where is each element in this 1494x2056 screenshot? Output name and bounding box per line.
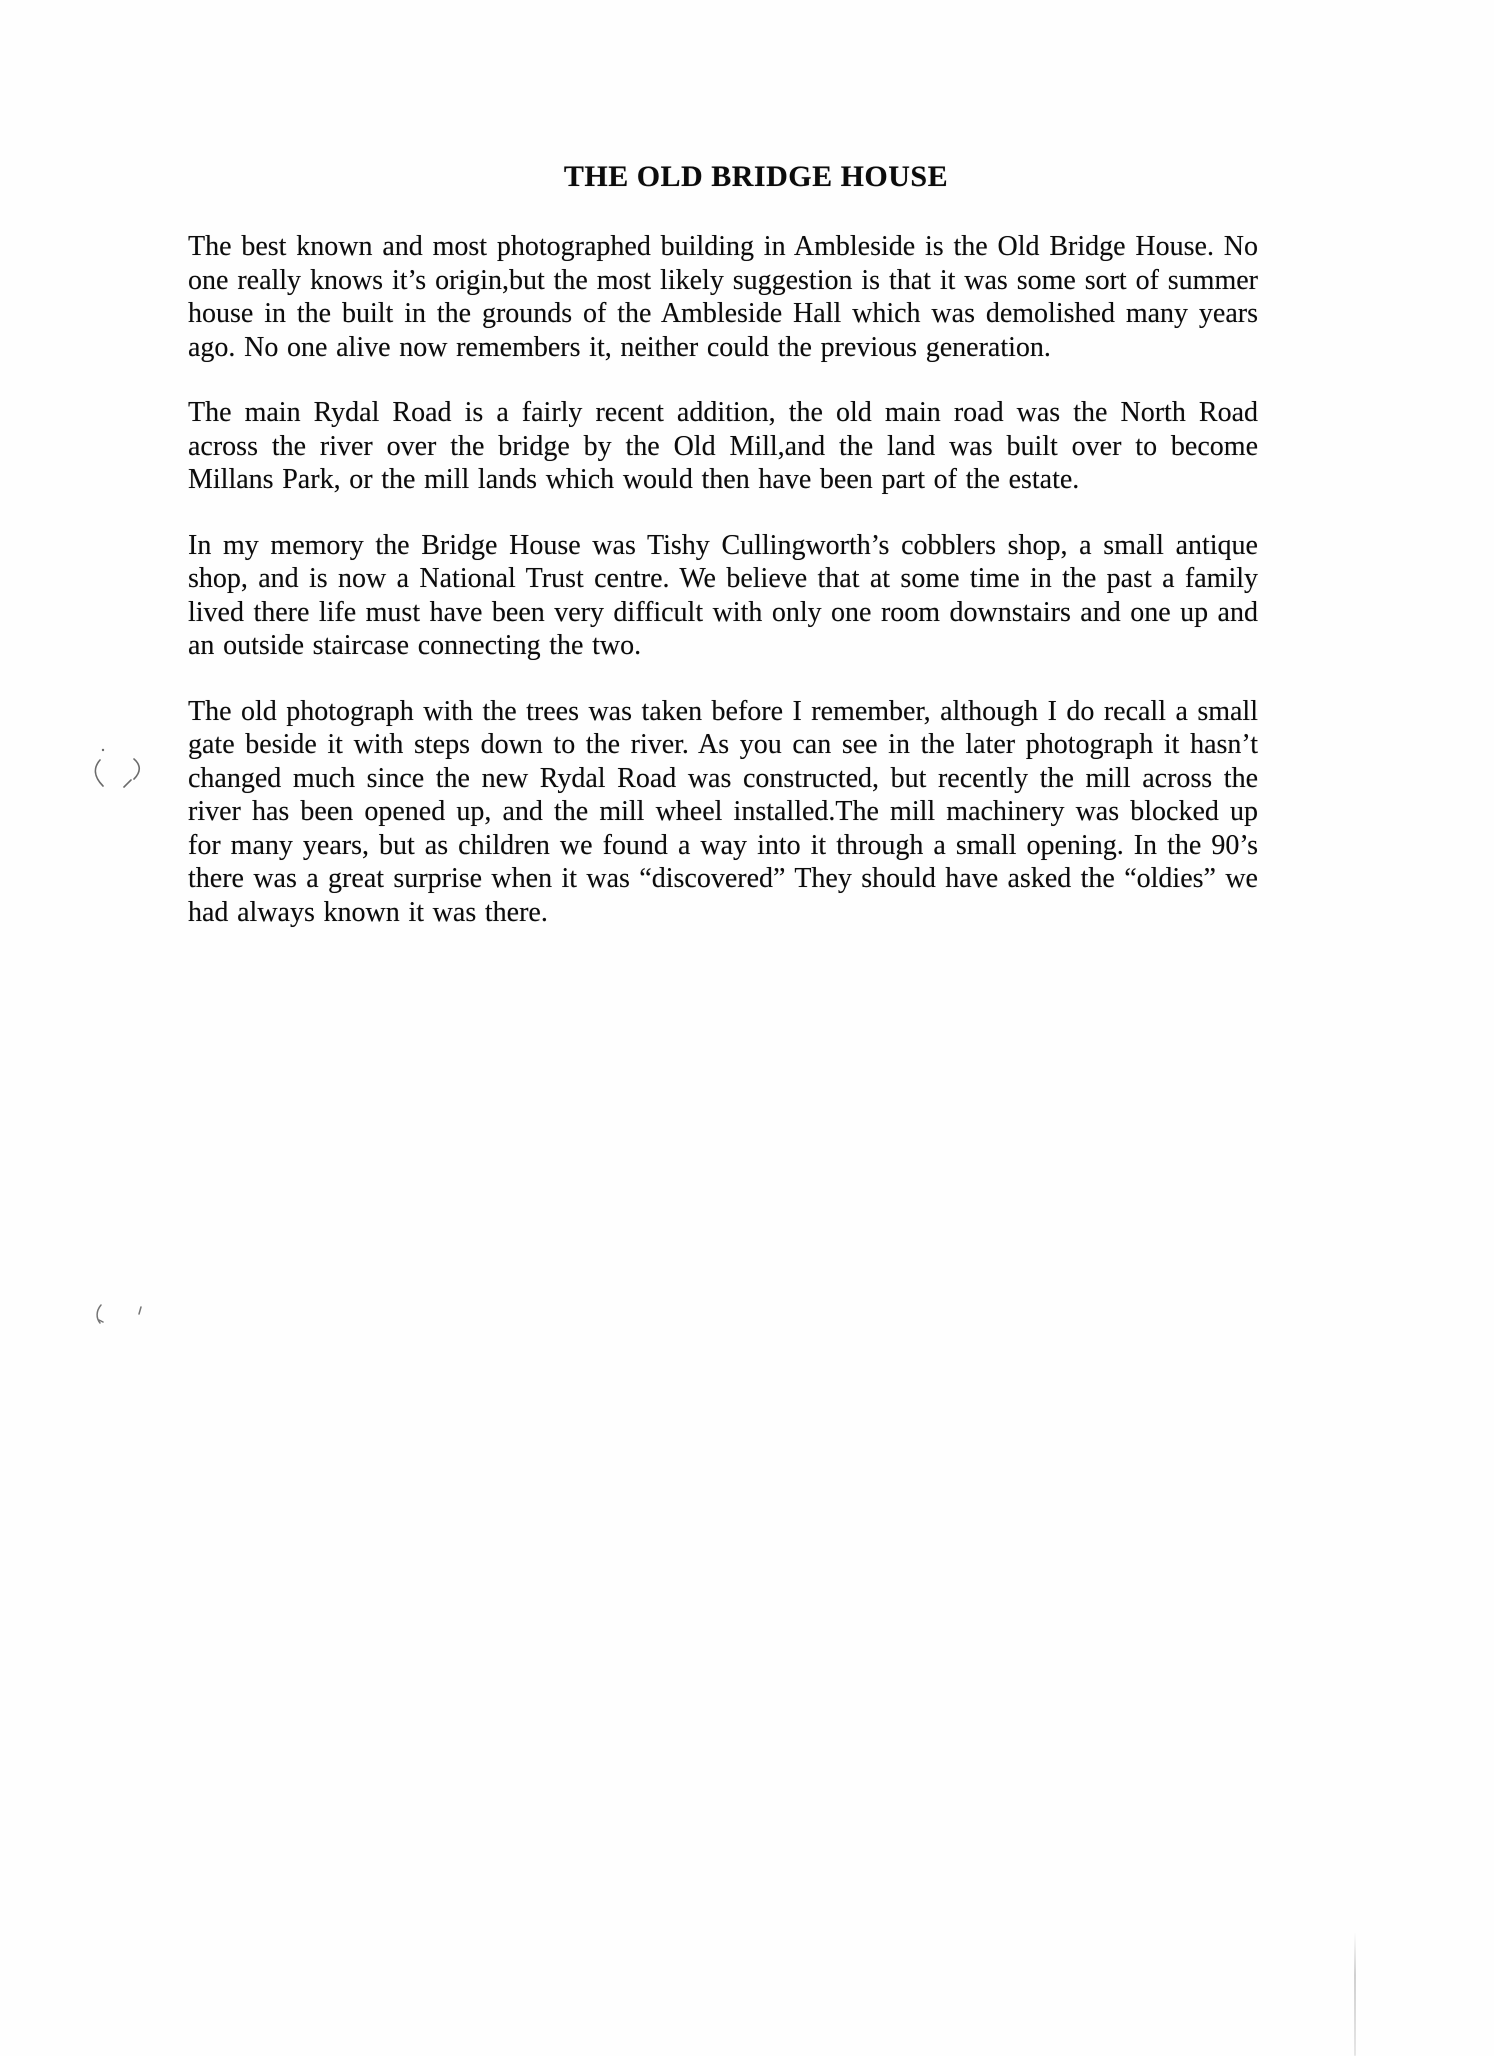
pen-mark-parentheses <box>95 749 139 787</box>
pen-mark-bracket-tick <box>97 1305 141 1323</box>
paragraph-3: In my memory the Bridge House was Tishy Cullingworth’s cobblers shop, a small antique shop, and is now a National Trust centre. We believe that at some time in the past a family lived there life must have been very difficult with only one room downstairs and one up and an outside staircase connecting the two. <box>188 529 1258 661</box>
paragraph-2: The main Rydal Road is a fairly recent addition, the old main road was the North Road across the river over the bridge by the Old Mill,and the land was built over to become Millans Park, or the mill lands which would then have been part of the estate. <box>188 397 1258 495</box>
paragraph-4: The old photograph with the trees was taken before I remember, although I do recall a small gate beside it with steps down to the river. As you can see in the later photograph it hasn’t changed much since the new Rydal Road was constructed, but recently the mill across the river has been opened up, and the mill wheel installed.The mill machinery was blocked up for many years, but as children we found a way into it through a small opening. In the 90’s there was a great surprise when it was “discovered” They should have asked the “oldies” we had always known it was there. <box>188 695 1258 928</box>
paragraph-1: The best known and most photographed building in Ambleside is the Old Bridge House. No one really knows it’s origin,but the most likely suggestion is that it was some sort of summer house in the built in the grounds of the Ambleside Hall which was demolished many years ago. No one alive now remembers it, neither could the previous generation. <box>188 231 1258 363</box>
document-text-column <box>188 160 1258 961</box>
document-title: THE OLD BRIDGE HOUSE <box>563 160 949 193</box>
scan-artifact-line <box>1354 1932 1356 2056</box>
